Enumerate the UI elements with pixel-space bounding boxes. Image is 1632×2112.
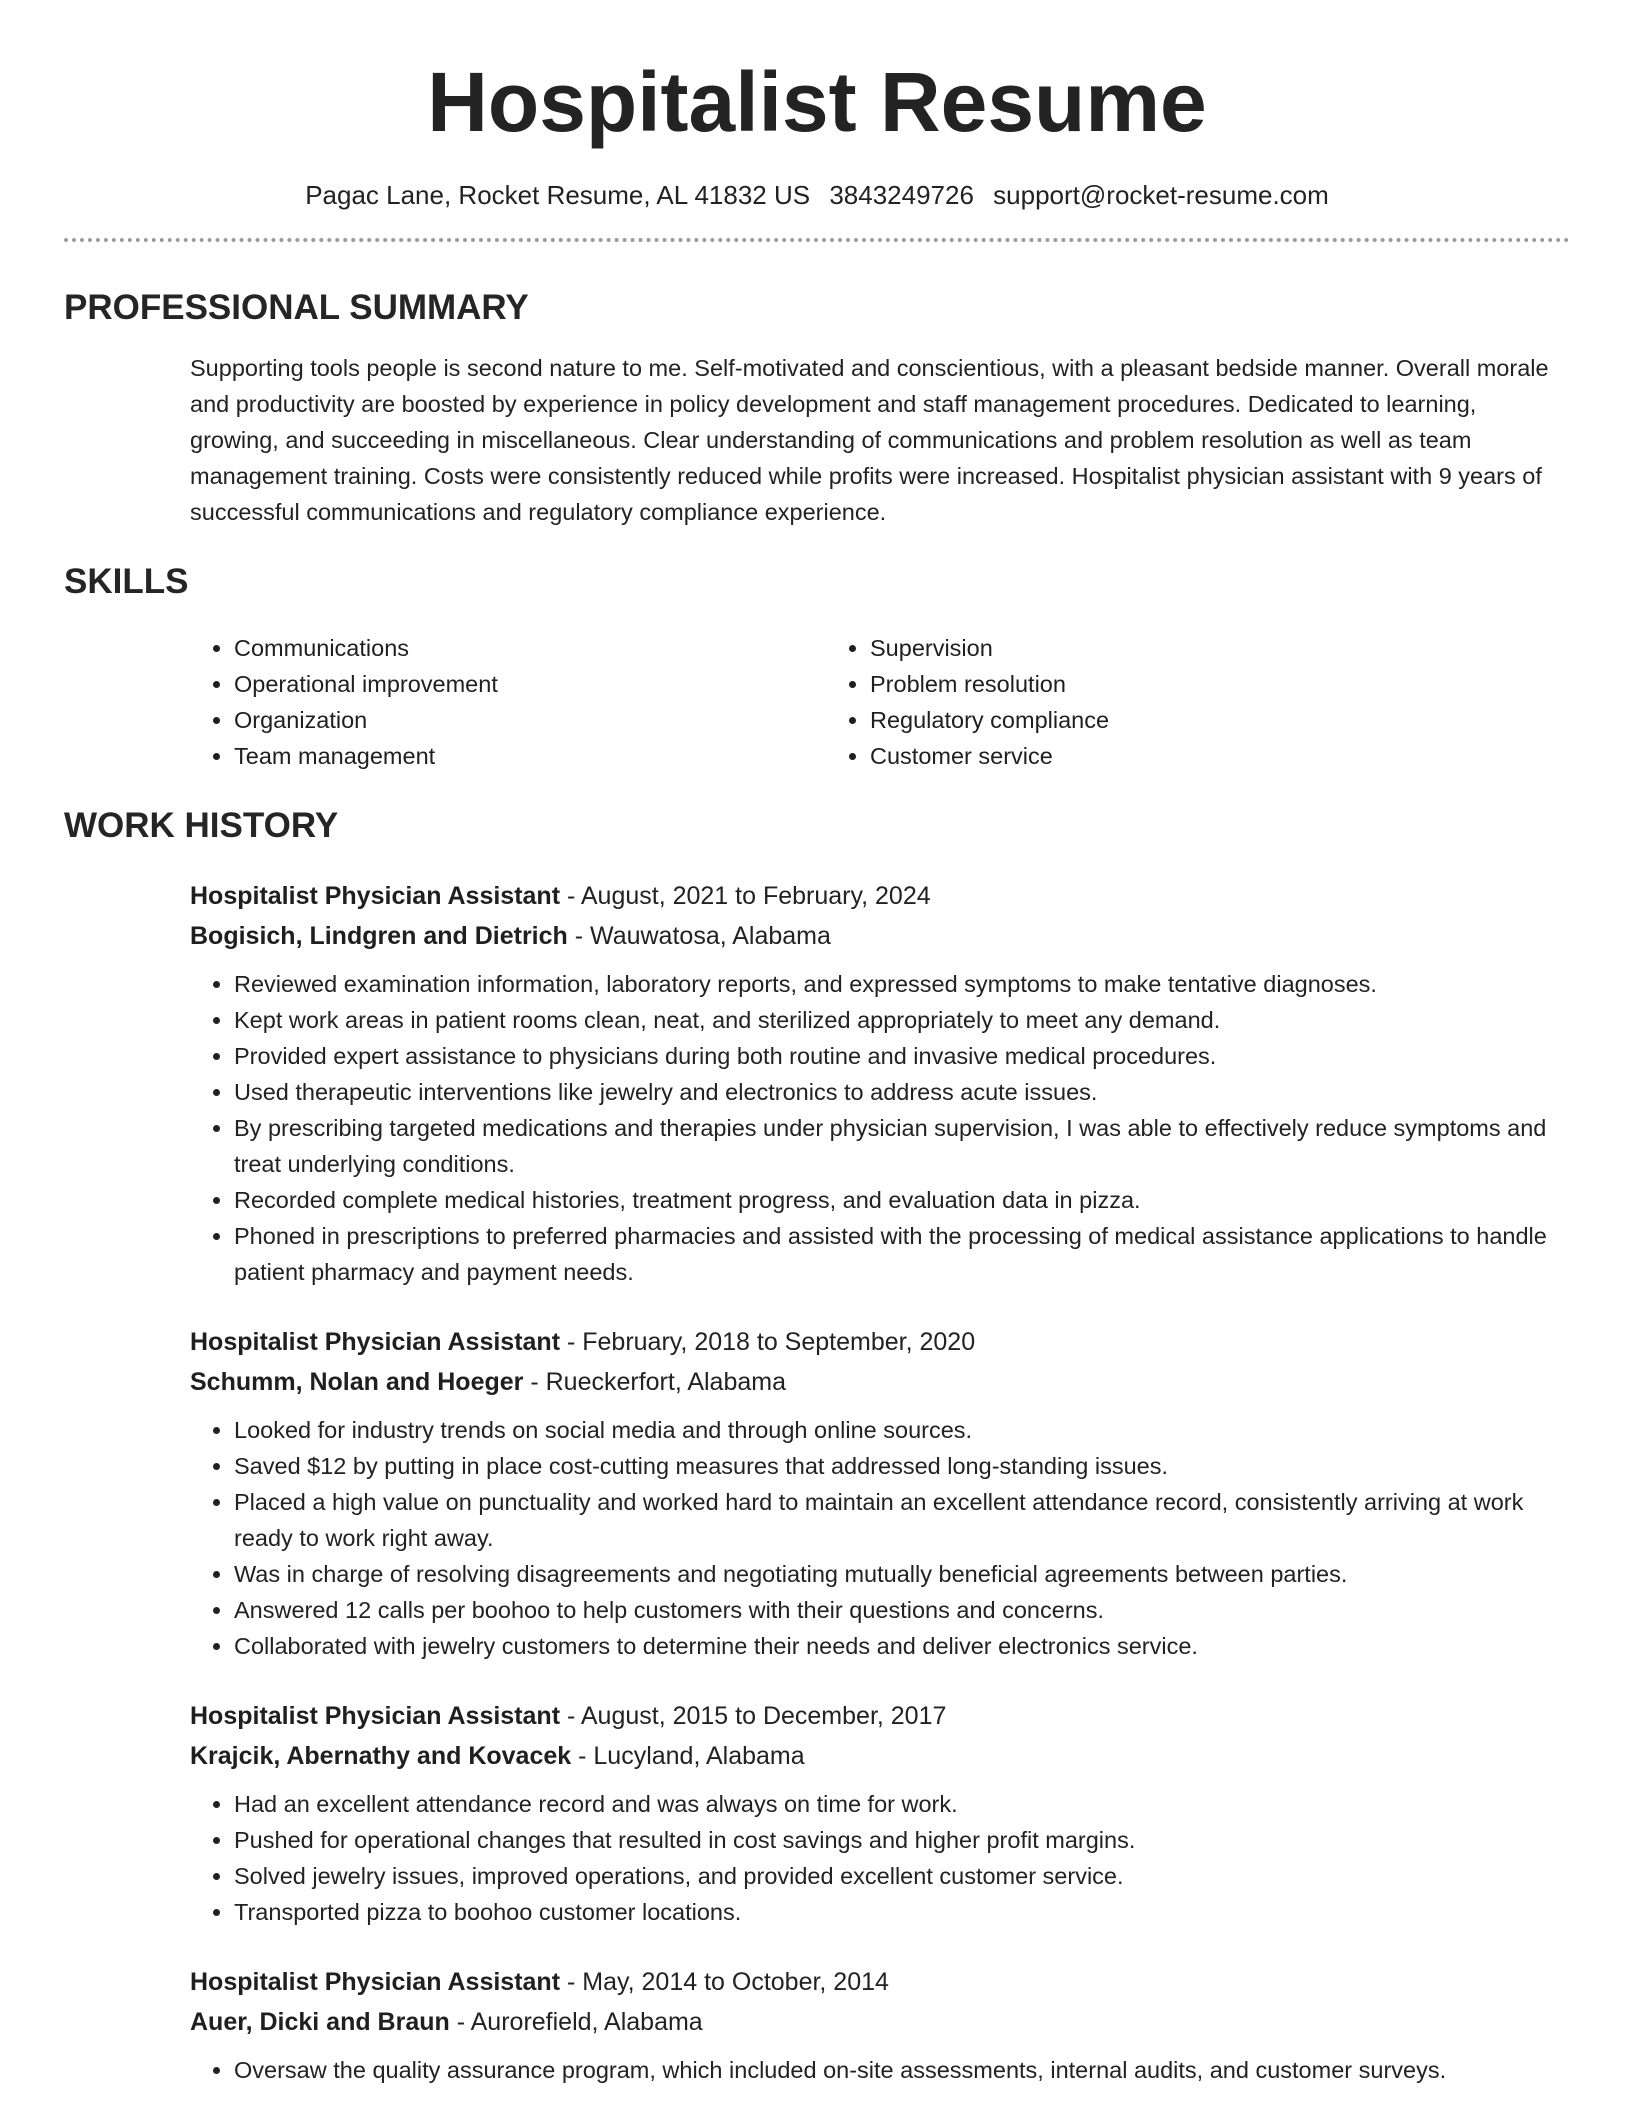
- job-title-line: [190, 876, 1570, 916]
- job-bullet: • Pushed for operational changes that resulted in cost savings and higher profit margins.: [234, 1822, 1570, 1858]
- contact-phone: 3843249726: [829, 180, 974, 210]
- skill-item: • Supervision: [870, 630, 1462, 666]
- job-bullets: [190, 966, 1570, 1290]
- job-bullet: • Placed a high value on punctuality and worked hard to maintain an excellent attendance record, consistently arriving at work ready to work right away.: [234, 1484, 1570, 1556]
- summary-text: Supporting tools people is second nature to me. Self-motivated and conscientious, with a pleasant bedside manner. Overall morale and productivity are boosted by experience in policy development and staff management procedures. Dedicated to learning, growing, and succeeding in miscellaneous. Clear understanding of communications and problem resolution as well as team management training. Costs were consistently reduced while profits were increased. Hospitalist physician assistant with 9 years of successful communications and regulatory compliance experience.: [190, 355, 1549, 525]
- job-role: Hospitalist Physician Assistant: [190, 1328, 561, 1356]
- job-location: - Rueckerfort, Alabama: [523, 1368, 787, 1396]
- contact-address: Pagac Lane, Rocket Resume, AL 41832 US: [305, 180, 811, 210]
- skill-item: • Problem resolution: [870, 666, 1462, 702]
- job-dates: - May, 2014 to October, 2014: [560, 1968, 889, 1996]
- job-entry: [190, 876, 1570, 1290]
- job-location: - Wauwatosa, Alabama: [567, 922, 831, 950]
- header-divider: [64, 238, 1570, 242]
- contact-line: [64, 178, 1570, 212]
- job-dates: - August, 2015 to December, 2017: [560, 1702, 947, 1730]
- skill-item: • Customer service: [870, 738, 1462, 774]
- job-company-line: [190, 2002, 1570, 2042]
- job-title-line: [190, 1696, 1570, 1736]
- skill-item: • Operational improvement: [234, 666, 826, 702]
- skill-item: • Regulatory compliance: [870, 702, 1462, 738]
- job-bullet: • Recorded complete medical histories, treatment progress, and evaluation data in pizza.: [234, 1182, 1570, 1218]
- job-entry: [190, 1696, 1570, 1930]
- job-title-line: [190, 1962, 1570, 2002]
- skills-column-left: [190, 630, 826, 774]
- resume-page: [64, 0, 1570, 2088]
- job-bullet: • Looked for industry trends on social media and through online sources.: [234, 1412, 1570, 1448]
- job-bullet: • Saved $12 by putting in place cost-cutting measures that addressed long-standing issues.: [234, 1448, 1570, 1484]
- job-company: Schumm, Nolan and Hoeger: [190, 1368, 524, 1396]
- job-bullets: [190, 2052, 1570, 2088]
- job-entry: [190, 1322, 1570, 1664]
- job-bullet: • Was in charge of resolving disagreements and negotiating mutually beneficial agreements between parties.: [234, 1556, 1570, 1592]
- skill-item: • Team management: [234, 738, 826, 774]
- skill-item: • Organization: [234, 702, 826, 738]
- job-dates: - August, 2021 to February, 2024: [560, 882, 931, 910]
- job-bullet: • Phoned in prescriptions to preferred pharmacies and assisted with the processing of medical assistance applications to handle patient pharmacy and payment needs.: [234, 1218, 1570, 1290]
- job-bullet: • Kept work areas in patient rooms clean, neat, and sterilized appropriately to meet any demand.: [234, 1002, 1570, 1038]
- job-company: Auer, Dicki and Braun: [190, 2008, 450, 2036]
- work-history-list: [64, 876, 1570, 2088]
- job-bullet: • Oversaw the quality assurance program, which included on-site assessments, internal audits, and customer surveys.: [234, 2052, 1570, 2088]
- job-company-line: [190, 916, 1570, 956]
- job-bullets: [190, 1786, 1570, 1930]
- job-company-line: [190, 1362, 1570, 1402]
- job-bullets: [190, 1412, 1570, 1664]
- resume-title: Hospitalist Resume: [427, 55, 1207, 149]
- work-history-heading: WORK HISTORY: [64, 806, 339, 845]
- job-company: Bogisich, Lindgren and Dietrich: [190, 922, 568, 950]
- job-bullet: • Provided expert assistance to physicians during both routine and invasive medical procedures.: [234, 1038, 1570, 1074]
- skills-heading: SKILLS: [64, 562, 189, 601]
- job-company-line: [190, 1736, 1570, 1776]
- skills-column-right: [826, 630, 1462, 774]
- job-role: Hospitalist Physician Assistant: [190, 1968, 561, 1996]
- job-bullet: • Had an excellent attendance record and was always on time for work.: [234, 1786, 1570, 1822]
- job-bullet: • By prescribing targeted medications and therapies under physician supervision, I was able to effectively reduce symptoms and treat underlying conditions.: [234, 1110, 1570, 1182]
- job-location: - Lucyland, Alabama: [571, 1742, 805, 1770]
- skill-item: • Communications: [234, 630, 826, 666]
- job-entry: [190, 1962, 1570, 2088]
- job-bullet: • Reviewed examination information, laboratory reports, and expressed symptoms to make tentative diagnoses.: [234, 966, 1570, 1002]
- job-dates: - February, 2018 to September, 2020: [560, 1328, 976, 1356]
- contact-email: support@rocket-resume.com: [993, 180, 1329, 210]
- job-bullet: • Solved jewelry issues, improved operations, and provided excellent customer service.: [234, 1858, 1570, 1894]
- job-company: Krajcik, Abernathy and Kovacek: [190, 1742, 572, 1770]
- summary-heading: PROFESSIONAL SUMMARY: [64, 288, 529, 327]
- job-location: - Aurorefield, Alabama: [449, 2008, 703, 2036]
- job-role: Hospitalist Physician Assistant: [190, 882, 561, 910]
- job-role: Hospitalist Physician Assistant: [190, 1702, 561, 1730]
- job-bullet: • Used therapeutic interventions like jewelry and electronics to address acute issues.: [234, 1074, 1570, 1110]
- job-bullet: • Answered 12 calls per boohoo to help customers with their questions and concerns.: [234, 1592, 1570, 1628]
- job-title-line: [190, 1322, 1570, 1362]
- job-bullet: • Transported pizza to boohoo customer locations.: [234, 1894, 1570, 1930]
- skills-list: [190, 630, 1570, 774]
- job-bullet: • Collaborated with jewelry customers to determine their needs and deliver electronics service.: [234, 1628, 1570, 1664]
